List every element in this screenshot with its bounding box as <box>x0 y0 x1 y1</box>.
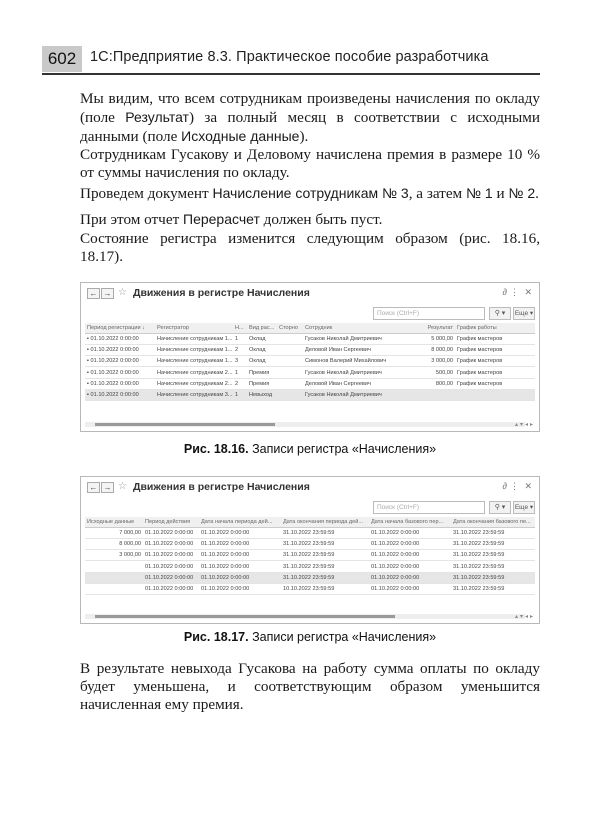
close-icon[interactable]: ✕ <box>524 481 532 491</box>
paragraph-5: Состояние регистра изменится следующим образом (рис. 18.16, 18.17). <box>80 230 540 265</box>
paragraph-2: Сотрудникам Гусакову и Деловому начислена премия в размере 10 % от суммы начисления по окладу. <box>80 146 540 181</box>
search-input[interactable]: Поиск (Ctrl+F) <box>373 307 485 320</box>
page-header <box>42 46 540 74</box>
column-header[interactable]: Сторно <box>277 323 303 333</box>
figure-caption-2: Рис. 18.17. Записи регистра «Начисления» <box>183 630 437 644</box>
scroll-thumb[interactable] <box>95 423 275 426</box>
document-name: Начисление сотрудникам № 3 <box>212 185 409 201</box>
column-header[interactable]: Дата окончания периода дей... <box>281 517 369 527</box>
more-vertical-icon[interactable]: ⋮ <box>510 287 519 297</box>
field-result: Результат <box>125 109 189 125</box>
close-icon[interactable]: ✕ <box>524 287 532 297</box>
register-table-2 <box>85 517 535 595</box>
command-bar <box>81 499 539 517</box>
column-header[interactable]: Дата окончания базового пе... <box>451 517 535 527</box>
table-row[interactable]: 3 000,00 01.10.2022 0:00:00 01.10.2022 0:00:00 31.10.2022 23:59:59 01.10.2022 0:00:00 31.10.2022 23:59:59 <box>85 550 535 561</box>
window-title: Движения в регистре Начисления <box>133 481 310 493</box>
table-row[interactable]: 01.10.2022 0:00:00 01.10.2022 0:00:00 31.10.2022 23:59:59 01.10.2022 0:00:00 31.10.2022 23:59:59 <box>85 561 535 572</box>
table-row[interactable]: ▪ 01.10.2022 0:00:00 Начисление сотрудникам 2... 2 Премия Деловой Иван Сергеевич 800,00 График мастеров <box>85 378 535 389</box>
paragraph-6: В результате невыхода Гусакова на работу сумма оплаты по окладу будет уменьшена, и соответствующим образом уменьшится начисленная ему премия. <box>80 660 540 713</box>
window-titlebar <box>81 477 539 499</box>
scroll-arrows-icon[interactable]: ▴▾◂▸ <box>514 614 535 620</box>
column-header[interactable]: Период регистрации ↓ <box>85 323 155 333</box>
column-header[interactable]: Исходные данные <box>85 517 143 527</box>
paragraph-1: Мы видим, что всем сотрудникам произведены начисления по окладу (поле Результат) за полный месяц в соответствии с исходными данными (поле Исходные данные). <box>80 90 540 145</box>
report-name: Перерасчет <box>183 211 260 227</box>
scroll-arrows-icon[interactable]: ▴▾◂▸ <box>514 422 535 428</box>
window-title: Движения в регистре Начисления <box>133 287 310 299</box>
table-row[interactable]: ▪ 01.10.2022 0:00:00 Начисление сотрудникам 1... 3 Оклад Симонов Валерий Михайлович 3 000,00 График мастеров <box>85 356 535 367</box>
table-row[interactable]: ▪ 01.10.2022 0:00:00 Начисление сотрудникам 1... 2 Оклад Деловой Иван Сергеевич 8 000,00 График мастеров <box>85 344 535 355</box>
column-header[interactable]: Период действия <box>143 517 199 527</box>
more-button[interactable]: Еще ▾ <box>513 501 535 514</box>
window-titlebar <box>81 283 539 305</box>
back-button[interactable]: ← <box>87 288 100 299</box>
column-header[interactable]: Результат <box>403 323 455 333</box>
register-window-1 <box>80 282 540 432</box>
column-header[interactable]: Н... <box>233 323 247 333</box>
column-header[interactable]: Регистратор <box>155 323 233 333</box>
horizontal-scrollbar[interactable] <box>85 614 525 619</box>
more-button[interactable]: Еще ▾ <box>513 307 535 320</box>
register-window-2 <box>80 476 540 624</box>
command-bar <box>81 305 539 323</box>
star-icon[interactable]: ☆ <box>118 287 127 298</box>
column-header[interactable]: Дата начала базового пер... <box>369 517 451 527</box>
search-input[interactable]: Поиск (Ctrl+F) <box>373 501 485 514</box>
scroll-thumb[interactable] <box>95 615 395 618</box>
header-rule <box>42 73 540 75</box>
search-button[interactable]: ⚲ ▾ <box>489 501 511 514</box>
table-row-selected[interactable]: ▪ 01.10.2022 0:00:00 Начисление сотрудникам 3... 1 Невыход Гусаков Николай Дмитриевич <box>85 389 535 400</box>
table-row-selected[interactable]: 01.10.2022 0:00:00 01.10.2022 0:00:00 31.10.2022 23:59:59 01.10.2022 0:00:00 31.10.2022 23:59:59 <box>85 572 535 583</box>
paragraph-3: Проведем документ Начисление сотрудникам № 3, а затем № 1 и № 2. <box>80 185 539 202</box>
column-header[interactable]: Вид рас... <box>247 323 277 333</box>
column-header[interactable]: Сотрудник <box>303 323 403 333</box>
column-header[interactable]: График работы <box>455 323 535 333</box>
star-icon[interactable]: ☆ <box>118 481 127 492</box>
forward-button[interactable]: → <box>101 288 114 299</box>
forward-button[interactable]: → <box>101 482 114 493</box>
table-row[interactable]: 7 000,00 01.10.2022 0:00:00 01.10.2022 0:00:00 31.10.2022 23:59:59 01.10.2022 0:00:00 31.10.2022 23:59:59 <box>85 527 535 538</box>
page-number: 602 <box>42 46 82 72</box>
back-button[interactable]: ← <box>87 482 100 493</box>
table-row[interactable]: ▪ 01.10.2022 0:00:00 Начисление сотрудникам 2... 1 Премия Гусаков Николай Дмитриевич 500,00 График мастеров <box>85 367 535 378</box>
link-icon[interactable]: ∂ <box>502 287 507 297</box>
table-row[interactable]: 8 000,00 01.10.2022 0:00:00 01.10.2022 0:00:00 31.10.2022 23:59:59 01.10.2022 0:00:00 31.10.2022 23:59:59 <box>85 538 535 549</box>
register-table-1 <box>85 323 535 401</box>
table-header-row <box>85 517 535 527</box>
more-vertical-icon[interactable]: ⋮ <box>510 481 519 491</box>
running-title: 1С:Предприятие 8.3. Практическое пособие разработчика <box>90 49 489 65</box>
table-row[interactable]: ▪ 01.10.2022 0:00:00 Начисление сотрудникам 1... 1 Оклад Гусаков Николай Дмитриевич 5 000,00 График мастеров <box>85 333 535 344</box>
search-button[interactable]: ⚲ ▾ <box>489 307 511 320</box>
horizontal-scrollbar[interactable] <box>85 422 525 427</box>
link-icon[interactable]: ∂ <box>502 481 507 491</box>
table-row[interactable]: 01.10.2022 0:00:00 01.10.2022 0:00:00 10.10.2022 23:59:59 01.10.2022 0:00:00 31.10.2022 23:59:59 <box>85 583 535 594</box>
table-header-row <box>85 323 535 333</box>
figure-caption-1: Рис. 18.16. Записи регистра «Начисления» <box>183 442 437 456</box>
paragraph-4: При этом отчет Перерасчет должен быть пуст. <box>80 211 383 228</box>
column-header[interactable]: Дата начала периода дей... <box>199 517 281 527</box>
field-source-data: Исходные данные <box>181 128 300 144</box>
